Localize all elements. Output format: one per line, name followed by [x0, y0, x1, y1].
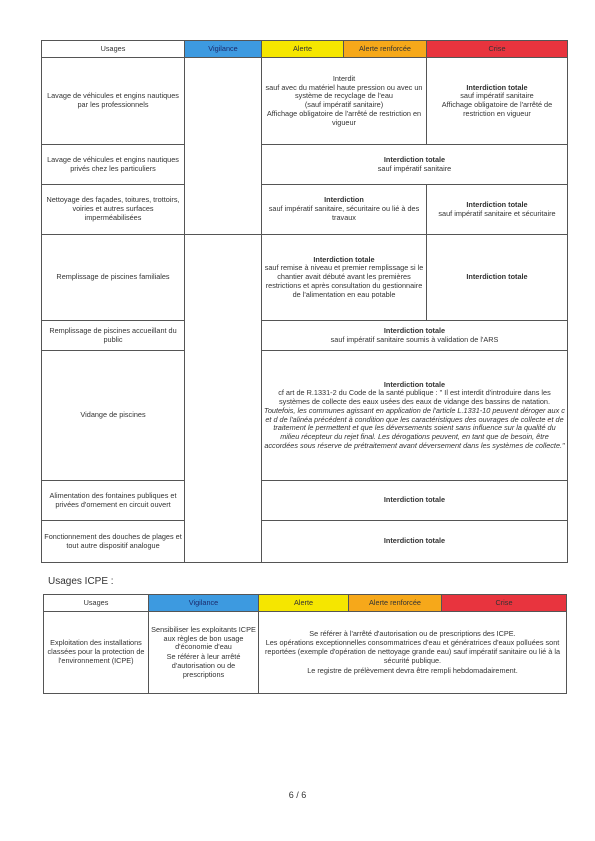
measure-paragraph: Sensibiliser les exploitants ICPE aux règles de bon usage d'économie d'eau: [151, 624, 256, 652]
measure-cell: [262, 321, 568, 351]
measure-cell: [262, 481, 568, 521]
vigilance-cell: [149, 612, 259, 694]
measure-paragraph: Toutefois, les communes agissant en application de l'article L.1331-10 peuvent déroger aux c et d de l'alinéa précédent à condition que les caractéristiques des ouvrages de collecte et de traitement le permettent et que les déversements soient sans influence sur la qualité du milieu récepteur du rejet final. Les dérogations peuvent, en tant que de besoin, être accordées sous réserve de prétraitement avant déversement dans les systèmes de collecte.": [264, 405, 565, 450]
usage-cell: Lavage de véhicules et engins nautiques privés chez les particuliers: [42, 145, 185, 185]
measure-line: sauf avec du matériel haute pression ou avec un système de recyclage de l'eau: [265, 82, 423, 101]
measure-paragraph: Se référer à leur arrêté d'autorisation ou de prescriptions: [166, 652, 241, 679]
icpe-heading: Usages ICPE :: [48, 576, 114, 587]
header-usages: Usages: [44, 595, 149, 612]
usage-cell: Alimentation des fontaines publiques et privées d'ornement en circuit ouvert: [42, 481, 185, 521]
measure-paragraph: Se référer à l'arrêté d'autorisation ou de prescriptions des ICPE.: [309, 628, 516, 638]
vigilance-empty-cell: [185, 235, 262, 563]
measure-cell: [262, 58, 427, 145]
measure-title: Interdiction totale: [383, 154, 446, 164]
header-alerte: Alerte: [259, 595, 349, 612]
measure-title: Interdiction totale: [466, 82, 528, 92]
measure-cell: [259, 612, 567, 694]
usage-cell: Nettoyage des façades, toitures, trottoirs, voiries et autres surfaces imperméabilisées: [42, 185, 185, 235]
header-alerte-renforcee: Alerte renforcée: [349, 595, 442, 612]
measure-line: sauf impératif sanitaire: [460, 91, 534, 101]
measure-line: Affichage obligatoire de l'arrêté de restriction en vigueur: [266, 108, 422, 127]
measure-title: Interdiction totale: [383, 536, 446, 546]
measure-cell: [262, 351, 568, 481]
page-number: 6 / 6: [288, 790, 307, 800]
header-usages: Usages: [42, 41, 185, 58]
restrictions-table: [41, 40, 568, 563]
table-row: [42, 321, 568, 351]
measure-cell: [262, 235, 427, 321]
usage-cell: Fonctionnement des douches de plages et tout autre dispositif analogue: [42, 521, 185, 563]
measure-title: Interdiction totale: [383, 379, 446, 389]
table-row: [42, 481, 568, 521]
crise-cell: [427, 185, 568, 235]
usage-cell: Remplissage de piscines accueillant du public: [42, 321, 185, 351]
measure-paragraph: cf art de R.1331-2 du Code de la santé publique : " Il est interdit d'introduire dans les systèmes de collecte des eaux usées des eaux de vidange des bassins de natation.: [278, 388, 551, 406]
table-row: [42, 185, 568, 235]
measure-title: Interdiction totale: [383, 495, 446, 505]
table-row: [42, 351, 568, 481]
measure-line: Interdit: [332, 73, 356, 83]
measure-line: (sauf impératif sanitaire): [304, 100, 384, 109]
table-row: [42, 235, 568, 321]
usage-cell: Lavage de véhicules et engins nautiques par les professionnels: [42, 58, 185, 145]
measure-line: sauf impératif sanitaire et sécuritaire: [438, 208, 556, 218]
measure-cell: [262, 145, 568, 185]
measure-paragraph: Le registre de prélèvement devra être rempli hebdomadairement.: [307, 665, 518, 675]
header-vigilance: Vigilance: [149, 595, 259, 612]
usage-cell: Vidange de piscines: [42, 351, 185, 481]
table-row: [42, 58, 568, 145]
crise-cell: [427, 58, 568, 145]
vigilance-empty-cell: [185, 58, 262, 235]
measure-line: sauf remise à niveau et premier remplissage si le chantier avait débuté avant les premières restrictions et après consultation du gestionnaire de l'alimentation en eau potable: [264, 263, 424, 299]
measure-title: Interdiction totale: [383, 325, 446, 335]
usage-cell: Exploitation des installations classées pour la protection de l'environnement (ICPE): [44, 612, 149, 694]
icpe-table: [43, 594, 567, 694]
measure-title: Interdiction: [324, 195, 364, 205]
header-vigilance: Vigilance: [185, 41, 262, 58]
table-header-row: [44, 595, 567, 612]
table-row: [44, 612, 567, 694]
usage-cell: Remplissage de piscines familiales: [42, 235, 185, 321]
measure-title: Interdiction totale: [466, 272, 528, 282]
table-row: [42, 521, 568, 563]
measure-line: sauf impératif sanitaire soumis à validation de l'ARS: [330, 334, 499, 344]
crise-cell: [427, 235, 568, 321]
measure-title: Interdiction totale: [313, 254, 375, 264]
header-alerte: Alerte: [262, 41, 344, 58]
header-crise: Crise: [427, 41, 568, 58]
measure-cell: [262, 185, 427, 235]
measure-line: sauf impératif sanitaire: [377, 163, 452, 173]
table-header-row: [42, 41, 568, 58]
measure-paragraph: Les opérations exceptionnelles consommatrices d'eau et génératrices d'eaux polluées sont reportées (exemple d'opération de nettoyage grande eau) sauf impératif sanitaire ou lié à la sécurité publique.: [264, 638, 561, 665]
measure-title: Interdiction totale: [466, 199, 528, 209]
table-row: [42, 145, 568, 185]
measure-cell: [262, 521, 568, 563]
measure-line: Affichage obligatoire de l'arrêté de restriction en vigueur: [441, 100, 553, 118]
measure-line: sauf impératif sanitaire, sécuritaire ou lié à des travaux: [268, 204, 420, 222]
header-crise: Crise: [442, 595, 567, 612]
header-alerte-renforcee: Alerte renforcée: [344, 41, 427, 58]
